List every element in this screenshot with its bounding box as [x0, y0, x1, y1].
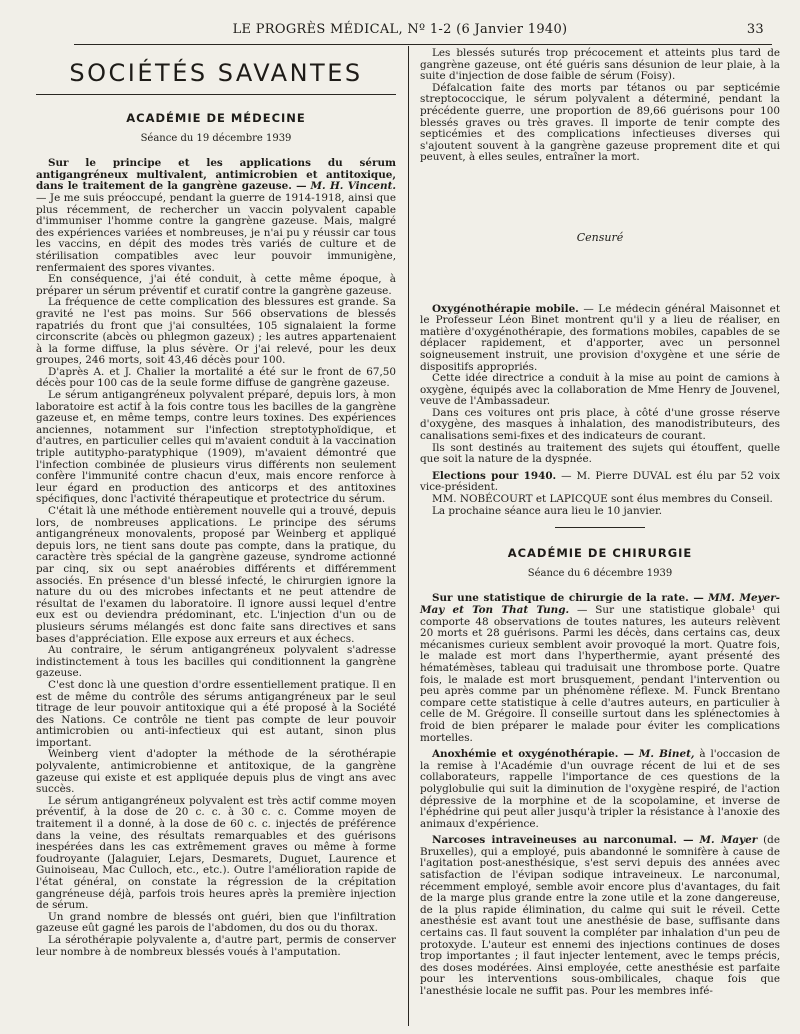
- article-paragraph: Cette idée directrice a conduit à la mise au point de camions à oxygène, équipés avec la collaboration de Mme Henry de Jouvenel, veuve de l'Ambassadeur.: [420, 372, 780, 408]
- rate-title: Sur une statistique de chirurgie de la rate. —: [432, 592, 704, 605]
- section-title-rule: [36, 94, 396, 95]
- narc-text: (de Bruxelles), qui a employé, puis abandonné le somnifère à cause de l'agitation post-anesthésique, s'est servi depuis des années avec satisfaction de l'évipan sodique intraveineux. Le narconumal, récemment employé, semble avoir encore plus d'avantages, du fait de la marge plus grande entre la zone utile et la zone dangereuse, de la plus rapide élimination, du calme qui suit le réveil. Cette anesthésie est avant tout une anesthésie de base, suffisante dans certains cas. Il faut souvent la compléter par inhalation d'un peu de protoxyde. L'auteur est ennemi des injections continues de doses trop importantes ; il faut injecter lentement, avec le temps précis, des doses modérées. Ainsi employée, cette anesthésie est parfaite pour les interventions sous-ombilicales, chaque fois que l'anesthésie locale ne suffit pas. Pour les membres infé-: [420, 834, 780, 997]
- elections-title: Elections pour 1940.: [432, 469, 557, 482]
- article-paragraph: Weinberg vient d'adopter la méthode de la sérothérapie polyvalente, antimicrobienne et antitoxique, de la gangrène gazeuse qui existe et est appliquée depuis plus de vingt ans avec succès.: [36, 748, 396, 796]
- article-paragraph: Défalcation faite des morts par tétanos ou par septicémie streptococcique, le sérum polyvalent a déterminé, pendant la précédente guerre, une proportion de 89,66 guérisons pour 100 blessés graves ou très graves. Il importe de tenir compte des septicémies et des complications infectieuses diverses qui s'ajoutent souvent à la gangrène gazeuse proprement dite et qui peuvent, à elles seules, entraîner la mort.: [420, 81, 780, 164]
- article-paragraph: La sérothérapie polyvalente a, d'autre part, permis de conserver leur nombre à de nombreux blessés voués à l'amputation.: [36, 933, 396, 958]
- article-paragraph: C'est donc là une question d'ordre essentiellement pratique. Il en est de même du contrôle des sérums antigangréneux par le seul titrage de leur pouvoir antitoxique qui a été proposé à la Société des Nations. Ce contrôle ne tient pas compte de leur pouvoir antimicrobien ou anti-infectieux qui est autant, sinon plus important.: [36, 678, 396, 749]
- left-column: [36, 48, 396, 958]
- narc-author: M. Mayer: [699, 834, 758, 847]
- article-paragraph: Le sérum antigangréneux polyvalent est très actif comme moyen préventif, à la dose de 20 c. c. à 30 c. c. Comme moyen de traitement il a donné, à la dose de 60 c. c. injectés de préférence dans la veine, des résultats remarquables et des guérisons inespérées dans les cas extrêmement graves ou même à forme foudroyante (Jalaguier, Lejars, Desmarets, Duguet, Laurence et Guinoiseau, Mac Culloch, etc., etc.). Outre l'amélioration rapide de l'état général, on constate la régression de la crépitation gangréneuse déjà, parfois trois heures après la première injection de sérum.: [36, 794, 396, 912]
- column-divider: [408, 46, 409, 1026]
- rate-lead: [420, 593, 780, 744]
- article-paragraph: — Je me suis préoccupé, pendant la guerre de 1914-1918, ainsi que plus récemment, de rechercher un vaccin polyvalent capable d'immuniser l'homme contre la gangrène gazeuse. Mais, malgré des expériences variées et nombreuses, je n'ai pu y réussir car tous les vaccins, en dépit des modes très variés de culture et de stérilisation compatibles avec leur pouvoir immunigène, renfermaient des spores vivantes.: [36, 191, 396, 274]
- anox-text: à l'occasion de la remise à l'Académie d'un ouvrage récent de lui et de ses collaborateurs, rappelle l'importance de ces questions de la polyglobulie qui suit la diminution de l'oxygène respiré, de l'action dépressive de la morphine et de la scopolamine, et inverse de l'éphédrine qui peut aller jusqu'à tripler la résistance à l'anoxie des animaux d'expérience.: [420, 748, 780, 830]
- page-number: 33: [746, 22, 764, 37]
- narc-lead: [420, 835, 780, 997]
- article-author: M. H. Vincent.: [310, 180, 396, 193]
- elections-lead: [420, 471, 780, 494]
- article-paragraph: Dans ces voitures ont pris place, à côté d'une grosse réserve d'oxygène, des masques à inhalation, des manodistributeurs, des canalisations semi-fixes et des indicateurs de courant.: [420, 406, 780, 443]
- article-paragraph: Ils sont destinés au traitement des sujets qui étouffent, quelle que soit la nature de la dyspnée.: [420, 441, 780, 466]
- article-lead: [36, 158, 396, 274]
- rate-text: — Sur une statistique globale¹ qui comporte 48 observations de toutes natures, les auteurs relèvent 20 morts et 28 guérisons. Parmi les décès, dans certains cas, deux mécanismes curieux semblent avoir provoqué la mort. Quatre fois, le malade est mort dans l'hyperthermie, ayant présenté des hématémèses, tableau qui traduisait une thrombose porte. Quatre fois, le malade est mort brusquement, pendant l'intervention ou peu après comme par un phénomène réflexe. M. Funck Brentano compare cette statistique à celle d'autres auteurs, en particulier à celle de M. Grégoire. Il conseille surtout dans les splénectomies à froid de bien préparer le malade pour éviter les complications mortelles.: [420, 604, 781, 744]
- anox-author: M. Binet,: [638, 748, 695, 761]
- article-paragraph: C'était là une méthode entièrement nouvelle qui a trouvé, depuis lors, de nombreuses applications. Le principe des sérums antigangréneux monovalents, proposé par Weinberg et appliqué depuis lors, ne tient sans doute pas compte, dans la pratique, du caractère très spécial de la gangrène gazeuse, syndrome actionné par cinq, six ou sept anaérobies différents et différemment associés. En présence d'un blessé infecté, le chirurgien ignore la nature du ou des microbes infectants et ne peut attendre de résultat de l'examen du laboratoire. Il ignore aussi lequel d'entre eux est ou deviendra prédominant, etc. L'injection d'un ou de plusieurs sérums mélangés est donc faite sans directives et sans bases d'appréciation. Elle expose aux erreurs et aux échecs.: [36, 505, 396, 645]
- article-paragraph: La prochaine séance aura lieu le 10 janvier.: [432, 504, 663, 517]
- article-paragraph: Au contraire, le sérum antigangréneux polyvalent s'adresse indistinctement à tous les bacilles qui conditionnent la gangrène gazeuse.: [36, 644, 396, 680]
- section-separator: [555, 527, 645, 528]
- oxy-text: — Le médecin général Maisonnet et le Professeur Léon Binet montrent qu'il y a lieu de réaliser, en matière d'oxygénothérapie, des formations mobiles, capables de se déplacer rapidement, et d'apporter, avec un personnel soigneusement instruit, une provision d'oxygène et une série de dispositifs appropriés.: [420, 302, 781, 373]
- oxy-lead: [420, 304, 780, 374]
- article-paragraph: Les blessés suturés trop précocement et atteints plus tard de gangrène gazeuse, ont été guéris sans désunion de leur plaie, à la suite d'injection de dose faible de sérum (Foisy).: [420, 47, 780, 83]
- running-title: LE PROGRÈS MÉDICAL, Nº 1-2 (6 Janvier 1940): [232, 22, 568, 37]
- running-head: [0, 22, 800, 40]
- article-paragraph: Un grand nombre de blessés ont guéri, bien que l'infiltration gazeuse eût gagné les parois de l'abdomen, du dos ou du thorax.: [36, 910, 396, 935]
- session-date: Séance du 6 décembre 1939: [527, 567, 673, 579]
- narc-title: Narcoses intraveineuses au narconumal. —: [432, 834, 694, 847]
- oxy-title: Oxygénothérapie mobile.: [432, 302, 579, 315]
- academy-heading: ACADÉMIE DE MÉDECINE: [126, 111, 306, 125]
- article-paragraph: Le sérum antigangréneux polyvalent préparé, depuis lors, à mon laboratoire est actif à la fois contre tous les bacilles de la gangrène gazeuse et, en même temps, contre leurs toxines. Des expériences anciennes, notamment sur l'infection streptotyphoïdique, et d'autres, en particulier celles qui m'avaient conduit à la vaccination triple autitypho-paratyphique (1909), m'avaient démontré que l'infection combinée de plusieurs virus différents non seulement confère l'immunité contre chacun d'eux, mais encore renforce à leur égard en production des anticorps et des antitoxines spécifiques, donc l'activité thérapeutique et protectrice du sérum.: [36, 389, 396, 506]
- rate-authors: MM. Meyer-May et Ton That Tung.: [420, 592, 780, 616]
- censored-notice: Censuré: [576, 230, 624, 244]
- right-column: [420, 48, 780, 998]
- article-paragraph: En conséquence, j'ai été conduit, à cette même époque, à préparer un sérum préventif et curatif contre la gangrène gazeuse.: [36, 273, 396, 297]
- session-date: Séance du 19 décembre 1939: [140, 132, 292, 144]
- elections-text: — M. Pierre DUVAL est élu par 52 voix vice-président.: [420, 469, 780, 494]
- article-title: Sur le principe et les applications du sérum antigangréneux multivalent, antimicrobien et antitoxique, dans le traitement de la gangrène gazeuse. —: [36, 157, 396, 193]
- anox-lead: [420, 749, 780, 830]
- article-paragraph: D'après A. et J. Chalier la mortalité a été sur le front de 67,50 décès pour 100 cas de la seule forme diffuse de gangrène gazeuse.: [36, 365, 396, 390]
- article-paragraph: La fréquence de cette complication des blessures est grande. Sa gravité ne l'est pas moins. Sur 566 observations de blessés rapatriés du front que j'ai consultées, 105 signalaient la forme circonscrite (abcès ou phlegmon gazeux) ; les autres appartenaient à la forme diffuse, la plus sévère. Or j'ai relevé, pour les deux groupes, 246 morts, soit 43,46 décès pour 100.: [36, 296, 396, 367]
- section-title: SOCIÉTÉS SAVANTES: [69, 59, 363, 87]
- header-rule: [74, 44, 772, 45]
- academy-heading: ACADÉMIE DE CHIRURGIE: [507, 546, 693, 561]
- article-paragraph: MM. NOBÉCOURT et LAPICQUE sont élus membres du Conseil.: [432, 493, 773, 506]
- anox-title: Anoxhémie et oxygénothérapie. —: [432, 748, 634, 761]
